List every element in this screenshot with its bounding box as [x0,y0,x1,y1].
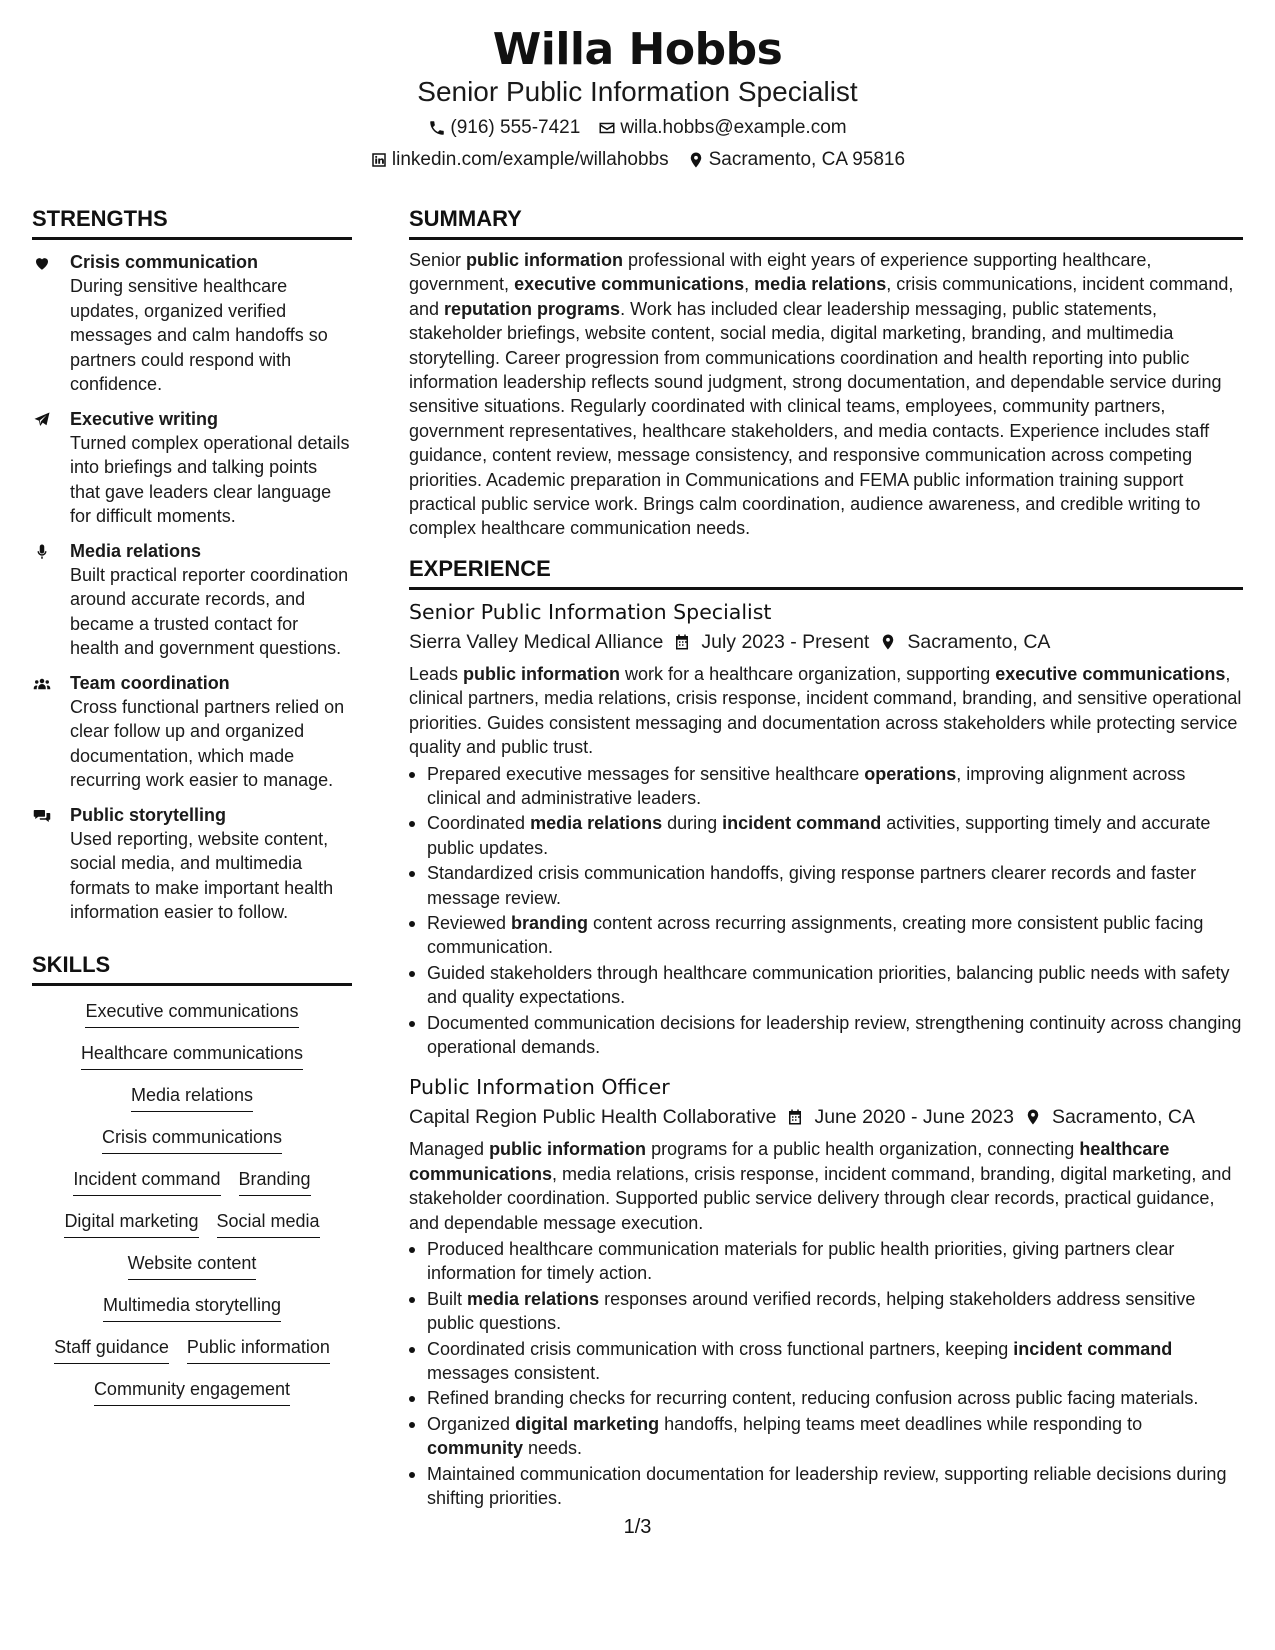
summary-heading: SUMMARY [409,205,1243,240]
strength-description: Built practical reporter coordination around accurate records, and became a trusted contact for health and government questions. [70,564,349,658]
job-title: Public Information Officer [409,1075,670,1100]
bold-keyword: reputation programs [444,298,621,319]
bold-keyword: public information [463,663,621,684]
bullet-item: Coordinated crisis communication with cross functional partners, keeping incident command messages consistent. [409,1337,1243,1386]
calendar-icon [786,1108,804,1126]
job-entry [409,598,1243,1060]
job-description: Managed public information programs for a public health organization, connecting healthcare communications, media relations, crisis response, incident command, branding, digital marketing, and stakeholder coordination. Supported public service delivery through clear records, practical guidance, and dependable message execution. [409,1139,1232,1233]
skill-row [32,1377,352,1406]
linkedin-contact[interactable] [370,148,669,172]
job-dates [673,628,869,656]
skill-tag: Community engagement [94,1377,290,1406]
bullet-item: Documented communication decisions for leadership review, strengthening continuity across changing operational demands. [409,1011,1243,1060]
skill-tag: Social media [217,1209,320,1238]
bold-keyword: media relations [754,274,887,295]
skill-row [32,1041,352,1070]
skill-tag: Media relations [131,1083,253,1112]
job-meta [409,1103,1243,1131]
bullet-item: Refined branding checks for recurring content, reducing confusion across public facing materials. [409,1386,1243,1410]
skill-row [32,1251,352,1280]
bold-keyword: public information [466,250,624,270]
bold-keyword: media relations [467,1288,600,1309]
job-title: Senior Public Information Specialist [409,599,772,624]
bullet-item: Built media relations responses around verified records, helping stakeholders address sensitive public questions. [409,1287,1243,1336]
phone-icon [428,119,446,137]
heart-icon [32,254,52,272]
strengths-list [32,250,352,925]
bold-keyword: operations [864,763,957,784]
skill-tag: Digital marketing [64,1209,198,1238]
strength-item [32,803,352,925]
users-icon [32,675,52,693]
company-name: Capital Region Public Health Collaborative [409,1106,777,1129]
strength-item [32,671,352,793]
candidate-name: Willa Hobbs [492,24,783,75]
job-location [1024,1103,1195,1131]
candidate-title: Senior Public Information Specialist [417,76,858,107]
job-description: Leads public information work for a healthcare organization, supporting executive communications, clinical partners, media relations, crisis response, incident command, branding, and sensitive operational priorities. Guides consistent messaging and documentation across stakeholders while protecting service quality and public trust. [409,663,1242,758]
map-pin-icon [1024,1108,1042,1126]
job-bullets [409,762,1243,1060]
linkedin-text[interactable]: linkedin.com/example/willahobbs [391,149,669,170]
skill-row [32,1125,352,1154]
skill-tag: Multimedia storytelling [103,1293,281,1322]
bold-keyword: media relations [530,813,663,834]
bullet-item: Guided stakeholders through healthcare communication priorities, balancing public needs with safety and quality expectations. [409,961,1243,1010]
strength-item [32,539,352,661]
skill-tag: Healthcare communications [81,1041,303,1070]
skill-tag: Public information [187,1335,330,1364]
job-dates [786,1103,1014,1131]
resume-body [32,205,1243,1509]
strength-title: Public storytelling [70,804,227,825]
strength-item [32,250,352,397]
skill-row [32,1167,352,1196]
experience-section [409,555,1243,1511]
skill-row [32,1293,352,1322]
skill-tag: Crisis communications [102,1125,282,1154]
job-location [879,628,1050,656]
phone-contact [428,116,580,140]
bold-keyword: digital marketing [515,1413,660,1434]
job-meta [409,628,1243,656]
phone-text: (916) 555-7421 [450,117,581,138]
bold-keyword: public information [489,1139,647,1160]
skill-row [32,999,352,1028]
job-entry [409,1073,1243,1510]
strength-title: Media relations [70,540,202,561]
skill-tag: Branding [239,1167,311,1196]
experience-heading: EXPERIENCE [409,555,1243,590]
location-text: Sacramento, CA [907,630,1051,653]
strength-title: Team coordination [70,672,230,693]
strength-description: During sensitive healthcare updates, organized verified messages and calm handoffs so partners could respond with confidence. [70,276,328,394]
map-pin-icon [879,633,897,651]
location-text: Sacramento, CA [1051,1106,1196,1129]
company-name: Sierra Valley Medical Alliance [409,630,664,653]
skill-row [32,1335,352,1364]
bold-keyword: incident command [722,813,882,834]
page-number: 1/3 [623,1516,652,1538]
location-contact [687,148,905,172]
map-pin-icon [687,151,705,169]
skill-tag: Website content [128,1251,257,1280]
skill-tag: Incident command [73,1167,220,1196]
strength-title: Executive writing [70,408,219,429]
contact-row-1 [0,116,1275,140]
skills-list [32,999,352,1406]
bullet-item: Maintained communication documentation for leadership review, supporting reliable decisions during shifting priorities. [409,1462,1243,1511]
strength-description: Cross functional partners relied on clear follow up and organized documentation, which made recurring work easier to manage. [70,696,345,790]
calendar-icon [673,633,691,651]
microphone-icon [32,543,52,561]
jobs-list [409,598,1243,1511]
bold-keyword: executive communications [514,274,745,295]
bold-keyword: healthcare communications [409,1139,1170,1184]
comments-icon [32,807,52,825]
strength-description: Used reporting, website content, social media, and multimedia formats to make important health information easier to follow. [70,828,334,922]
strengths-heading: STRENGTHS [32,205,352,240]
right-column [409,205,1243,1510]
skill-row [32,1209,352,1238]
bullet-item: Standardized crisis communication handoffs, giving response partners clearer records and faster message review. [409,861,1243,910]
skill-tag: Executive communications [85,999,298,1028]
bold-keyword: executive communications [995,663,1226,684]
dates-text: June 2020 - June 2023 [814,1106,1014,1129]
contact-row-2 [0,148,1275,172]
bold-keyword: incident command [1013,1338,1173,1359]
job-bullets [409,1237,1243,1510]
email-text[interactable]: willa.hobbs@example.com [620,117,847,138]
envelope-icon [598,119,616,137]
strength-title: Crisis communication [70,252,259,272]
left-column [32,205,352,1406]
skills-heading: SKILLS [32,951,352,986]
email-contact[interactable] [598,116,846,140]
bold-keyword: branding [511,912,589,933]
bullet-item: Prepared executive messages for sensitive healthcare operations, improving alignment across clinical and administrative leaders. [409,762,1243,811]
dates-text: July 2023 - Present [701,630,870,653]
summary-text: Senior public information professional with eight years of experience supporting healthcare, government, executive communications, media relations, crisis communications, incident command, and reputation programs. Work has included clear leadership messaging, public statements, stakeholder briefings, website content, social media, digital marketing, branding, and multimedia storytelling. Career progression from communications coordination and health reporting into public information leadership reflects sound judgment, strong documentation, and dependable service during sensitive situations. Regularly coordinated with clinical teams, employees, community partners, government representatives, healthcare stakeholders, and media contacts. Experience includes staff guidance, content review, message consistency, and responsive communication across competing priorities. Academic preparation in Communications and FEMA public information training support practical public service work. Brings calm coordination, audience awareness, and credible writing to complex healthcare communication needs. [409,250,1234,539]
skill-row [32,1083,352,1112]
bullet-item: Organized digital marketing handoffs, helping teams meet deadlines while responding to community needs. [409,1412,1243,1461]
strength-item [32,407,352,529]
linkedin-icon [370,151,388,169]
bullet-item: Produced healthcare communication materials for public health priorities, giving partners clear information for timely action. [409,1237,1243,1286]
bullet-item: Reviewed branding content across recurring assignments, creating more consistent public facing communication. [409,911,1243,960]
paper-plane-icon [32,411,52,429]
location-text: Sacramento, CA 95816 [708,149,906,170]
bullet-item: Coordinated media relations during incident command activities, supporting timely and accurate public updates. [409,811,1243,860]
skill-tag: Staff guidance [54,1335,169,1364]
bold-keyword: community [427,1438,524,1459]
resume-header [0,0,1275,172]
skills-section [32,951,352,1406]
strength-description: Turned complex operational details into briefings and talking points that gave leaders clear language for difficult moments. [70,432,350,526]
